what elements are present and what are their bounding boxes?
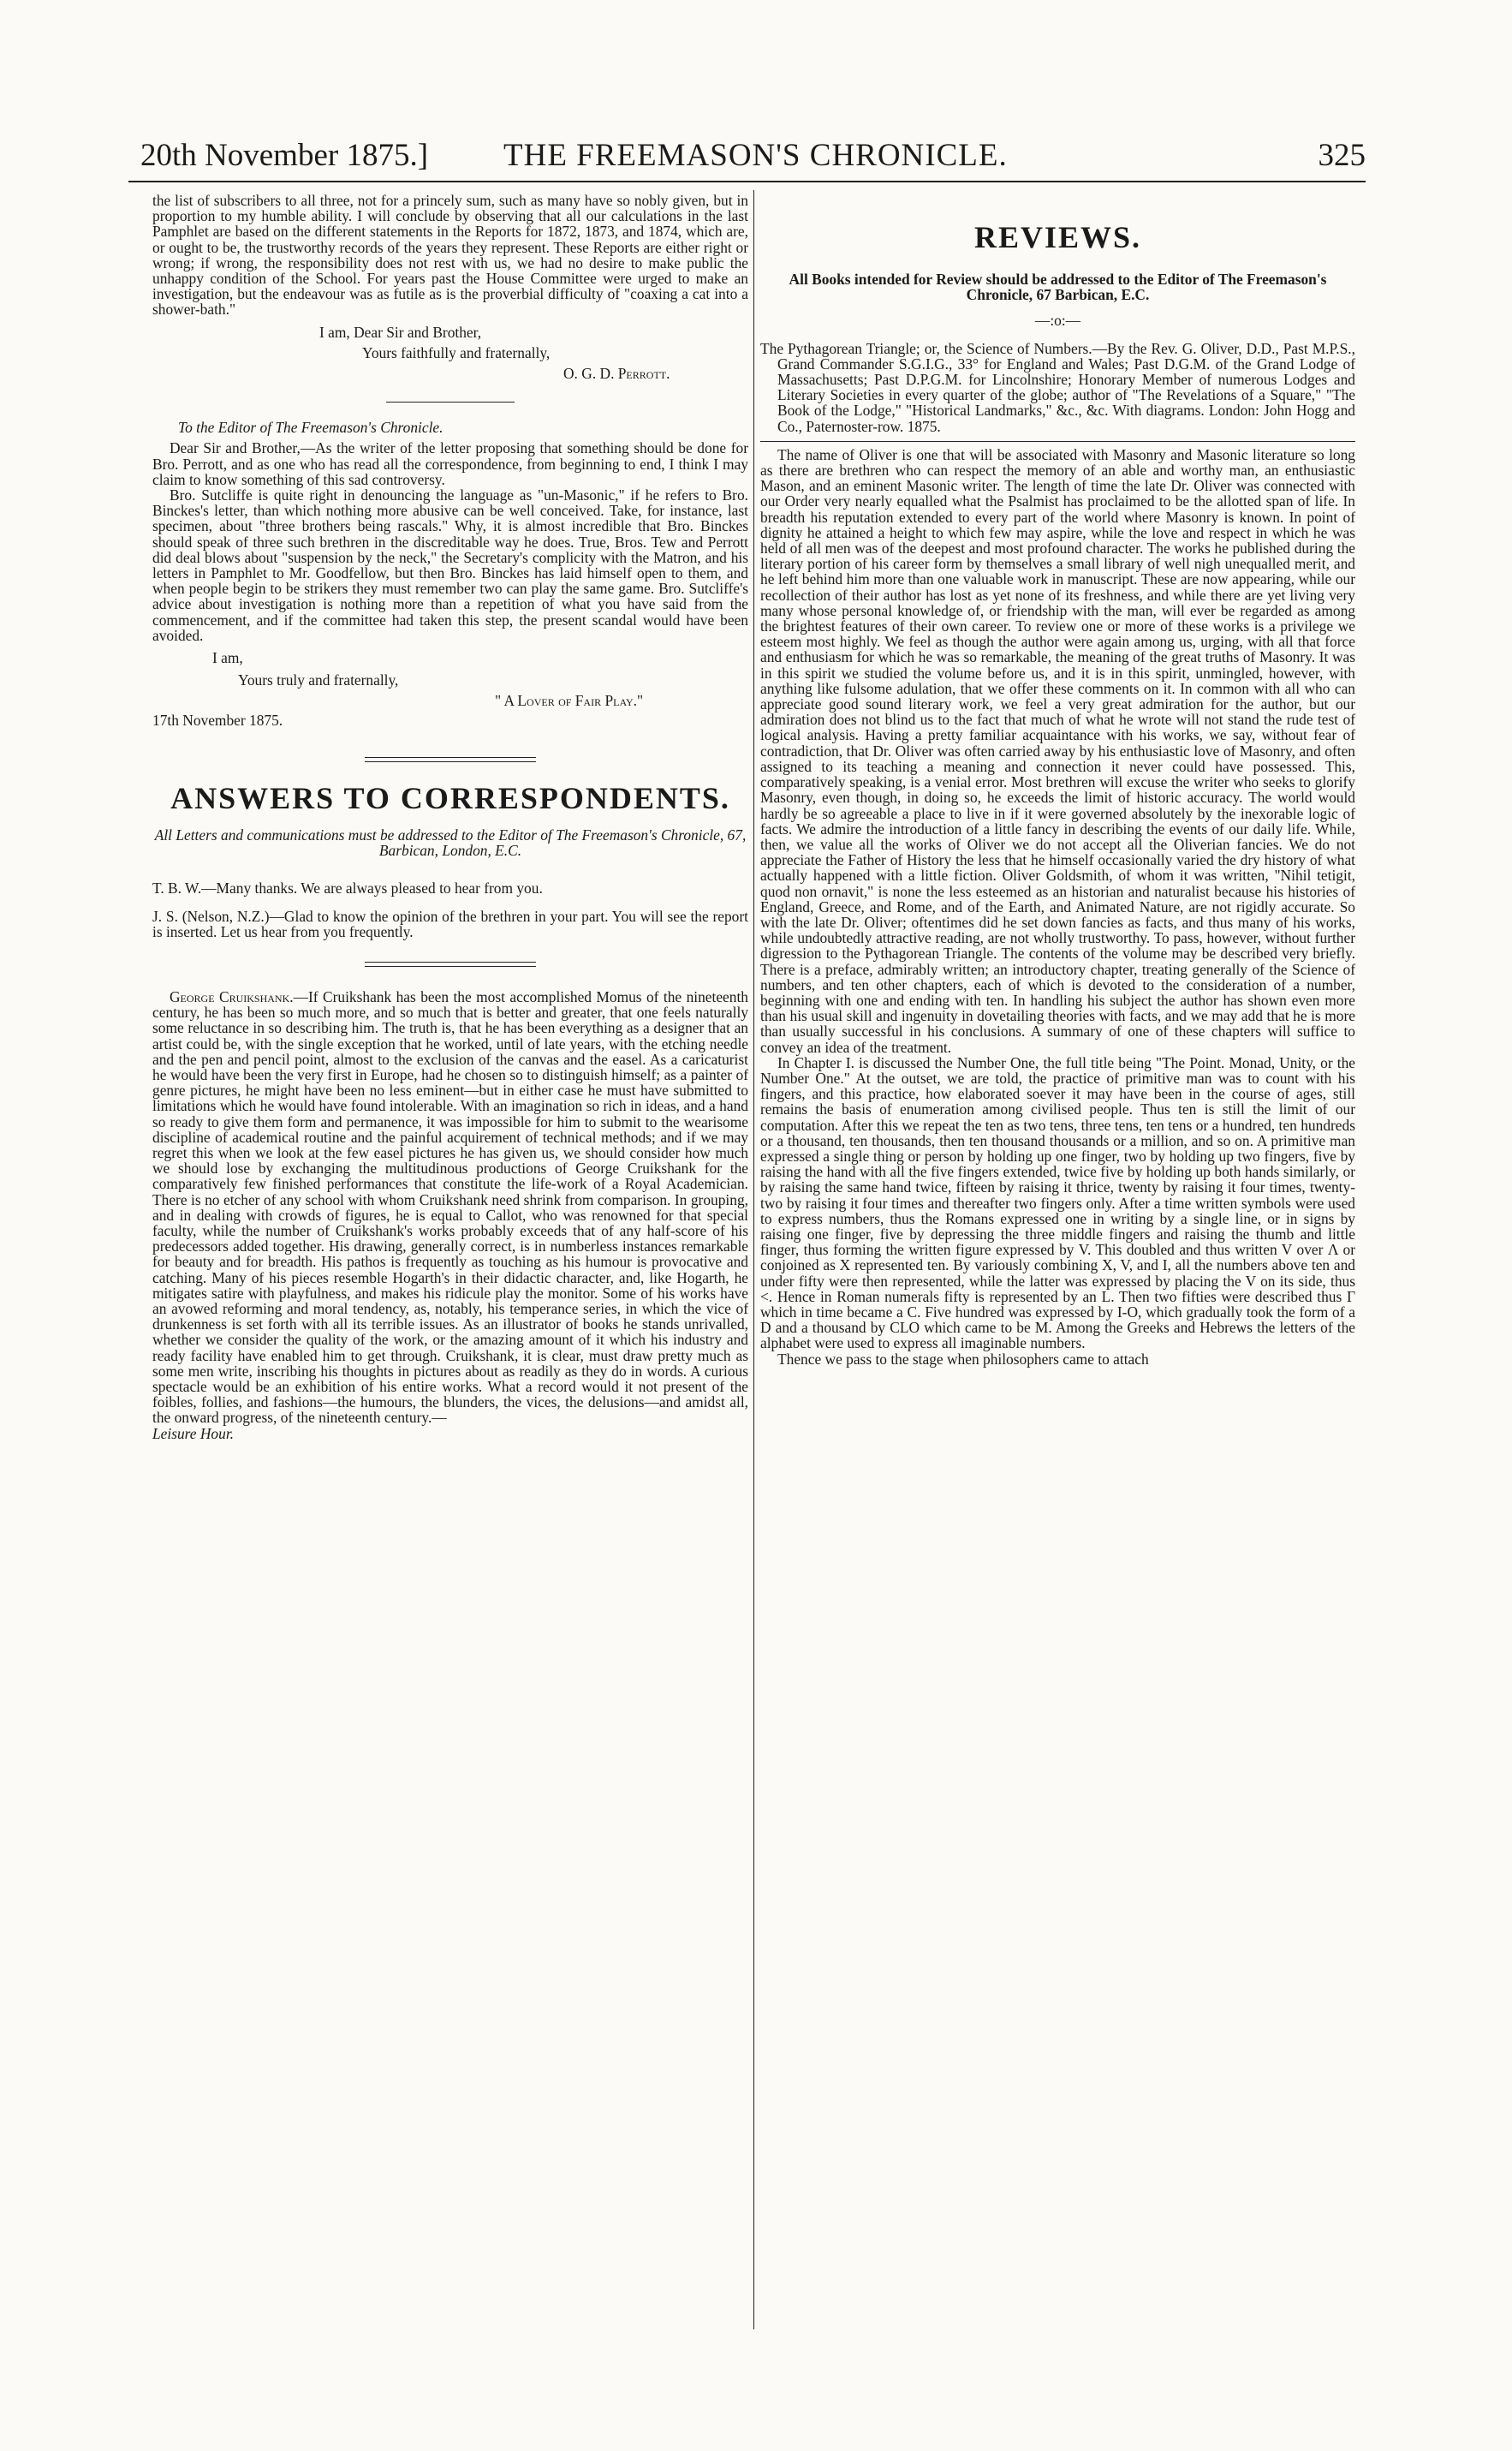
column-divider <box>753 190 754 2329</box>
section-rule <box>386 402 515 403</box>
header-date: 20th November 1875.] <box>140 138 429 173</box>
section-rule <box>365 962 536 963</box>
letter-signature: " A Lover of Fair Play." <box>495 692 644 710</box>
right-column <box>760 193 1355 1367</box>
answers-note: All Letters and communications must be addressed to the Editor of The Freemason's Chronicle, 67, Barbican, London, E.C. <box>154 826 747 860</box>
divider-ornament: —:o:— <box>1034 312 1081 330</box>
cruikshank-text: —If Cruikshank has been the most accomplished Momus of the nineteenth century, he has been so much more, and so much that is better and greater, that one feels naturally some reluctance in so describing him. The truth is, that he has been everything as a designer that an artist could be, with the single exception that he worked, until of late years, with the etching needle and the pen and pencil point, almost to the exclusion of the canvas and the easel. As a caricaturist he would have been the very first in Europe, had he chosen so to distinguish himself; as a painter of genre pictures, he might have been no less eminent—but in either case he must have submitted to limitations which he would have found intolerable. With an imagination so rich in ideas, and a hand so ready to give them form and permanence, it was impossible for him to submit to the wearisome discipline of academical routine and the painful acquirement of technical methods; and if we may regret this when we look at the few easel pictures he has given us, we should consider how much we should lose by exchanging the multitudinous productions of George Cruikshank for the comparatively few finished performances that constitute the life-work of a Royal Academician. There is no etcher of any school with whom Cruikshank need shrink from comparison. In grouping, and in dealing with crowds of figures, he is equal to Callot, who was renowned for that special faculty, while the number of Cruikshank's works probably exceeds that of any half-score of his predecessors added together. His drawing, generally correct, is in numberless instances remarkable for beauty and for breadth. His pathos is frequently as touching as his humour is provocative and catching. Many of his pieces resemble Hogarth's in their didactic character, and, like Hogarth, he mitigates satire with playfulness, and makes his ridicule play the monitor. Some of his works have an avowed reforming and moral tendency, as, notably, his temperance series, in which the vice of drunkenness is set forth with all its terrible issues. As an illustrator of books he stands unrivalled, whether we consider the quality of the work, or the amazing amount of it which his industry and ready facility have enabled him to get through. Cruikshank, it is clear, must draw pretty much as some men write, inscribing his thoughts in pictures about as readily as they do in words. A curious spectacle would be an exhibition of his entire works. What a record would it not present of the foibles, follies, and fashions—the humours, the blunders, the vices, the delusions—and amidst all, the onward progress, of the nineteenth century.— <box>152 987 749 1427</box>
answer-item: T. B. W.—Many thanks. We are always pleased to hear from you. <box>152 880 543 898</box>
letter-address: To the Editor of The Freemason's Chronicle. <box>178 419 443 437</box>
header-title: THE FREEMASON'S CHRONICLE. <box>503 138 1008 173</box>
letter-closing: I am, Dear Sir and Brother, <box>319 323 482 341</box>
section-rule <box>760 441 1355 442</box>
header-page-number: 325 <box>1318 138 1366 173</box>
page-header <box>128 137 1366 176</box>
cruikshank-article <box>152 989 748 1426</box>
letter-closing: Yours truly and fraternally, <box>238 671 399 689</box>
section-rule <box>365 966 536 967</box>
reviews-note: All Books intended for Review should be addressed to the Editor of The Freemason's Chronicle, 67 Barbican, E.C. <box>789 271 1327 304</box>
review-paragraph: Thence we pass to the stage when philosophers came to attach <box>777 1350 1149 1368</box>
letter-paragraph: Bro. Sutcliffe is quite right in denouncing the language as "un-Masonic," if he refers to Bro. Binckes's letter, than which nothing more abusive can be well conceived. Take, for instance, last specimen, about "three brothers being rascals." Why, it is almost incredible that Bro. Binckes should speak of three such brethren in the discreditable way he does. True, Bros. Tew and Perrott did deal blows about "suspension by the neck," the Secretary's complicity with the Matron, and his letters in Pamphlet to Mr. Goodfellow, but then Bro. Binckes has laid himself open to them, and when people begin to be strikers they must remember two can play the same game. Bro. Sutcliffe's advice about investigation is nothing more than a repetition of what you have said from the commencement, and if the committee had taken this step, the present scandal would have been avoided. <box>152 486 748 644</box>
double-rule <box>365 757 536 758</box>
letter-signature: O. G. D. Perrott. <box>563 365 670 383</box>
answer-item: J. S. (Nelson, N.Z.)—Glad to know the opinion of the brethren in your part. You will see the report is inserted. Let us hear from you frequently. <box>152 907 748 940</box>
letter-date: 17th November 1875. <box>152 711 283 729</box>
review-paragraph: The name of Oliver is one that will be associated with Masonry and Masonic literature so long as there are brethren who can respect the memory of an able and worthy man, an enthusiastic Mason, and an eminent Masonic writer. The length of time the late Dr. Oliver was connected with our Order very nearly equalled what the Psalmist has proclaimed to be the allotted span of life. In breadth his reputation extended to every part of the world where Masonry is known. In point of dignity he attained a height to which few may aspire, while the love and respect in which he was held of all men was of the deepest and most profound character. The works he published during the literary portion of his career form by themselves a small library of well nigh unequalled merit, and he left behind him more than one valuable work in manuscript. These are now appearing, while our recollection of their author has lost as yet none of its freshness, and while there are yet living very many whose personal knowledge of, or friendship with the man, will ever be regarded as among the brightest features of their own career. To review one or more of these works is a privilege we esteem most highly. We feel as though the author were again among us, urging, with all that force and enthusiasm for which he was so remarkable, the meaning of the great truths of Masonry. It was in this spirit we studied the volume before us, and it is in this spirit, unmingled, however, with anything like fulsome adulation, that we offer these comments on it. In common with all who can appreciate good sound literary work, we feel a very great admiration for the author, but our admiration does not blind us to the fact that much of what he wrote will not stand the rude test of logical analysis. Having a pretty familiar acquaintance with his works, we say, without fear of contradiction, that Dr. Oliver was often carried away by his enthusiastic love of Masonry, and often assigned to its teaching a meaning and connection it never could have possessed. This, comparatively speaking, is a venial error. Most brethren will excuse the writer who seeks to glorify Masonry, even though, in doing so, he exceeds the limit of historic accuracy. The world would hardly be so agreeable a place to live in if it were governed absolutely by the inexorable logic of facts. We admire the introduction of a little fancy in describing the events of our daily life. While, then, we value all the works of Oliver we do not accept all the Oliverian fancies. We do not appreciate the Father of History the less that he himself occasionally varied the dry history of what actually happened with a little fiction. Oliver Goldsmith, of whom it was written, "Nihil tetigit, quod non ornavit," is none the less esteemed as an historian and naturalist because his histories of England, Greece, and Rome, and of the Earth, and Animated Nature, are not rigidly accurate. So with the late Dr. Oliver; oftentimes did he set down fancies as facts, and thus many of his works, while undoubtedly attractive reading, are not wholly trustworthy. To pass, however, without further digression to the Pythagorean Triangle. The contents of the volume may be described very briefly. There is a preface, admirably written; an introductory chapter, treating generally of the Science of numbers, and ten other chapters, each of which is devoted to the consideration of a number, beginning with one and ending with ten. In handling his subject the author has shown even more than his usual skill and ingenuity in dovetailing theories with facts, and we may add that he is more than usually successful in his conclusions. A summary of one of these chapters will suffice to convey an idea of the treatment. <box>760 445 1355 1056</box>
letter-closing: Yours faithfully and fraternally, <box>362 343 551 361</box>
left-column <box>152 193 748 1441</box>
reviews-heading: REVIEWS. <box>973 220 1142 254</box>
review-paragraph: In Chapter I. is discussed the Number One, the full title being "The Point. Monad, Unity, or the Number One." At the outset, we are told, the practice of primitive man was to count with his fingers, and this practice, how elaborated soever it may have been in the course of ages, still remains the basis of enumeration among civilised people. Thus ten is still the limit of our computation. After this we repeat the ten as two tens, three tens, ten tens or a hundred, ten hundreds or a thousand, ten thousands, then ten thousand thousands or a million, and so on. A primitive man expressed a single thing or person by holding up one finger, two by holding up two fingers, five by raising the hand with all the five fingers extended, twice five by holding up both hands similarly, or by raising the same hand twice, fifteen by raising it thrice, twenty by raising it four times, twenty-two by raising it four times and thereafter two fingers only. After a time written symbols were used to express numbers, thus the Romans expressed one in writing by a single line, or in signs by raising one finger, five by depressing the three middle fingers and raising the thumb and little finger, thus forming the written figure expressed by V. This doubled and thus written V over Λ or conjoined as X represented ten. By variously combining X, V, and I, all the numbers above ten and under fifty were then represented, while the latter was expressed by placing the V on its side, thus <. Hence in Roman numerals fifty is represented by an L. Then two fifties were described thus Γ which in time became a C. Five hundred was expressed by I-O, which gradually took the form of a D and a thousand by CLO which came to be M. Among the Greeks and Hebrews the letters of the alphabet were used to express all imaginable numbers. <box>760 1053 1355 1352</box>
letter-continuation: the list of subscribers to all three, not for a princely sum, such as many have so nobly given, but in proportion to my humble ability. I will conclude by observing that all our calculations in the last Pamphlet are based on the different statements in the Reports for 1872, 1873, and 1874, which are, or ought to be, the trustworthy records of the years they represent. These Reports are either right or wrong; if wrong, the responsibility does not rest with us, we had no desire to make public the unhappy condition of the School. For years past the House Committee were urged to make an investigation, but the endeavour was as futile as is the proverbial difficulty of "coaxing a cat into a shower-bath." <box>152 192 748 319</box>
double-rule <box>365 761 536 762</box>
cruikshank-name: George Cruikshank. <box>170 987 294 1005</box>
header-rule <box>128 181 1366 182</box>
book-title: The Pythagorean Triangle; or, the Science of Numbers.—By the Rev. G. Oliver, D.D., Past M.P.S., Grand Commander S.G.I.G., 33° for England and Wales; Past D.G.M. of the Grand Lodge of Massachusetts; Past D.P.G.M. for Lincolnshire; Honorary Member of numerous Lodges and Literary Societies in every quarter of the globe; author of "The Revelations of a Square," "The Book of the Lodge," "Historical Landmarks," &c., &c. With diagrams. London: John Hogg and Co., Paternoster-row. 1875. <box>760 339 1355 435</box>
answers-heading: ANSWERS TO CORRESPONDENTS. <box>170 780 730 815</box>
letter-closing: I am, <box>212 649 243 667</box>
letter-paragraph: Dear Sir and Brother,—As the writer of the letter proposing that something should be done for Bro. Perrott, and as one who has read all the correspondence, from beginning to end, I think I may claim to know something of this sad controversy. <box>152 439 748 488</box>
article-source: Leisure Hour. <box>152 1424 235 1442</box>
